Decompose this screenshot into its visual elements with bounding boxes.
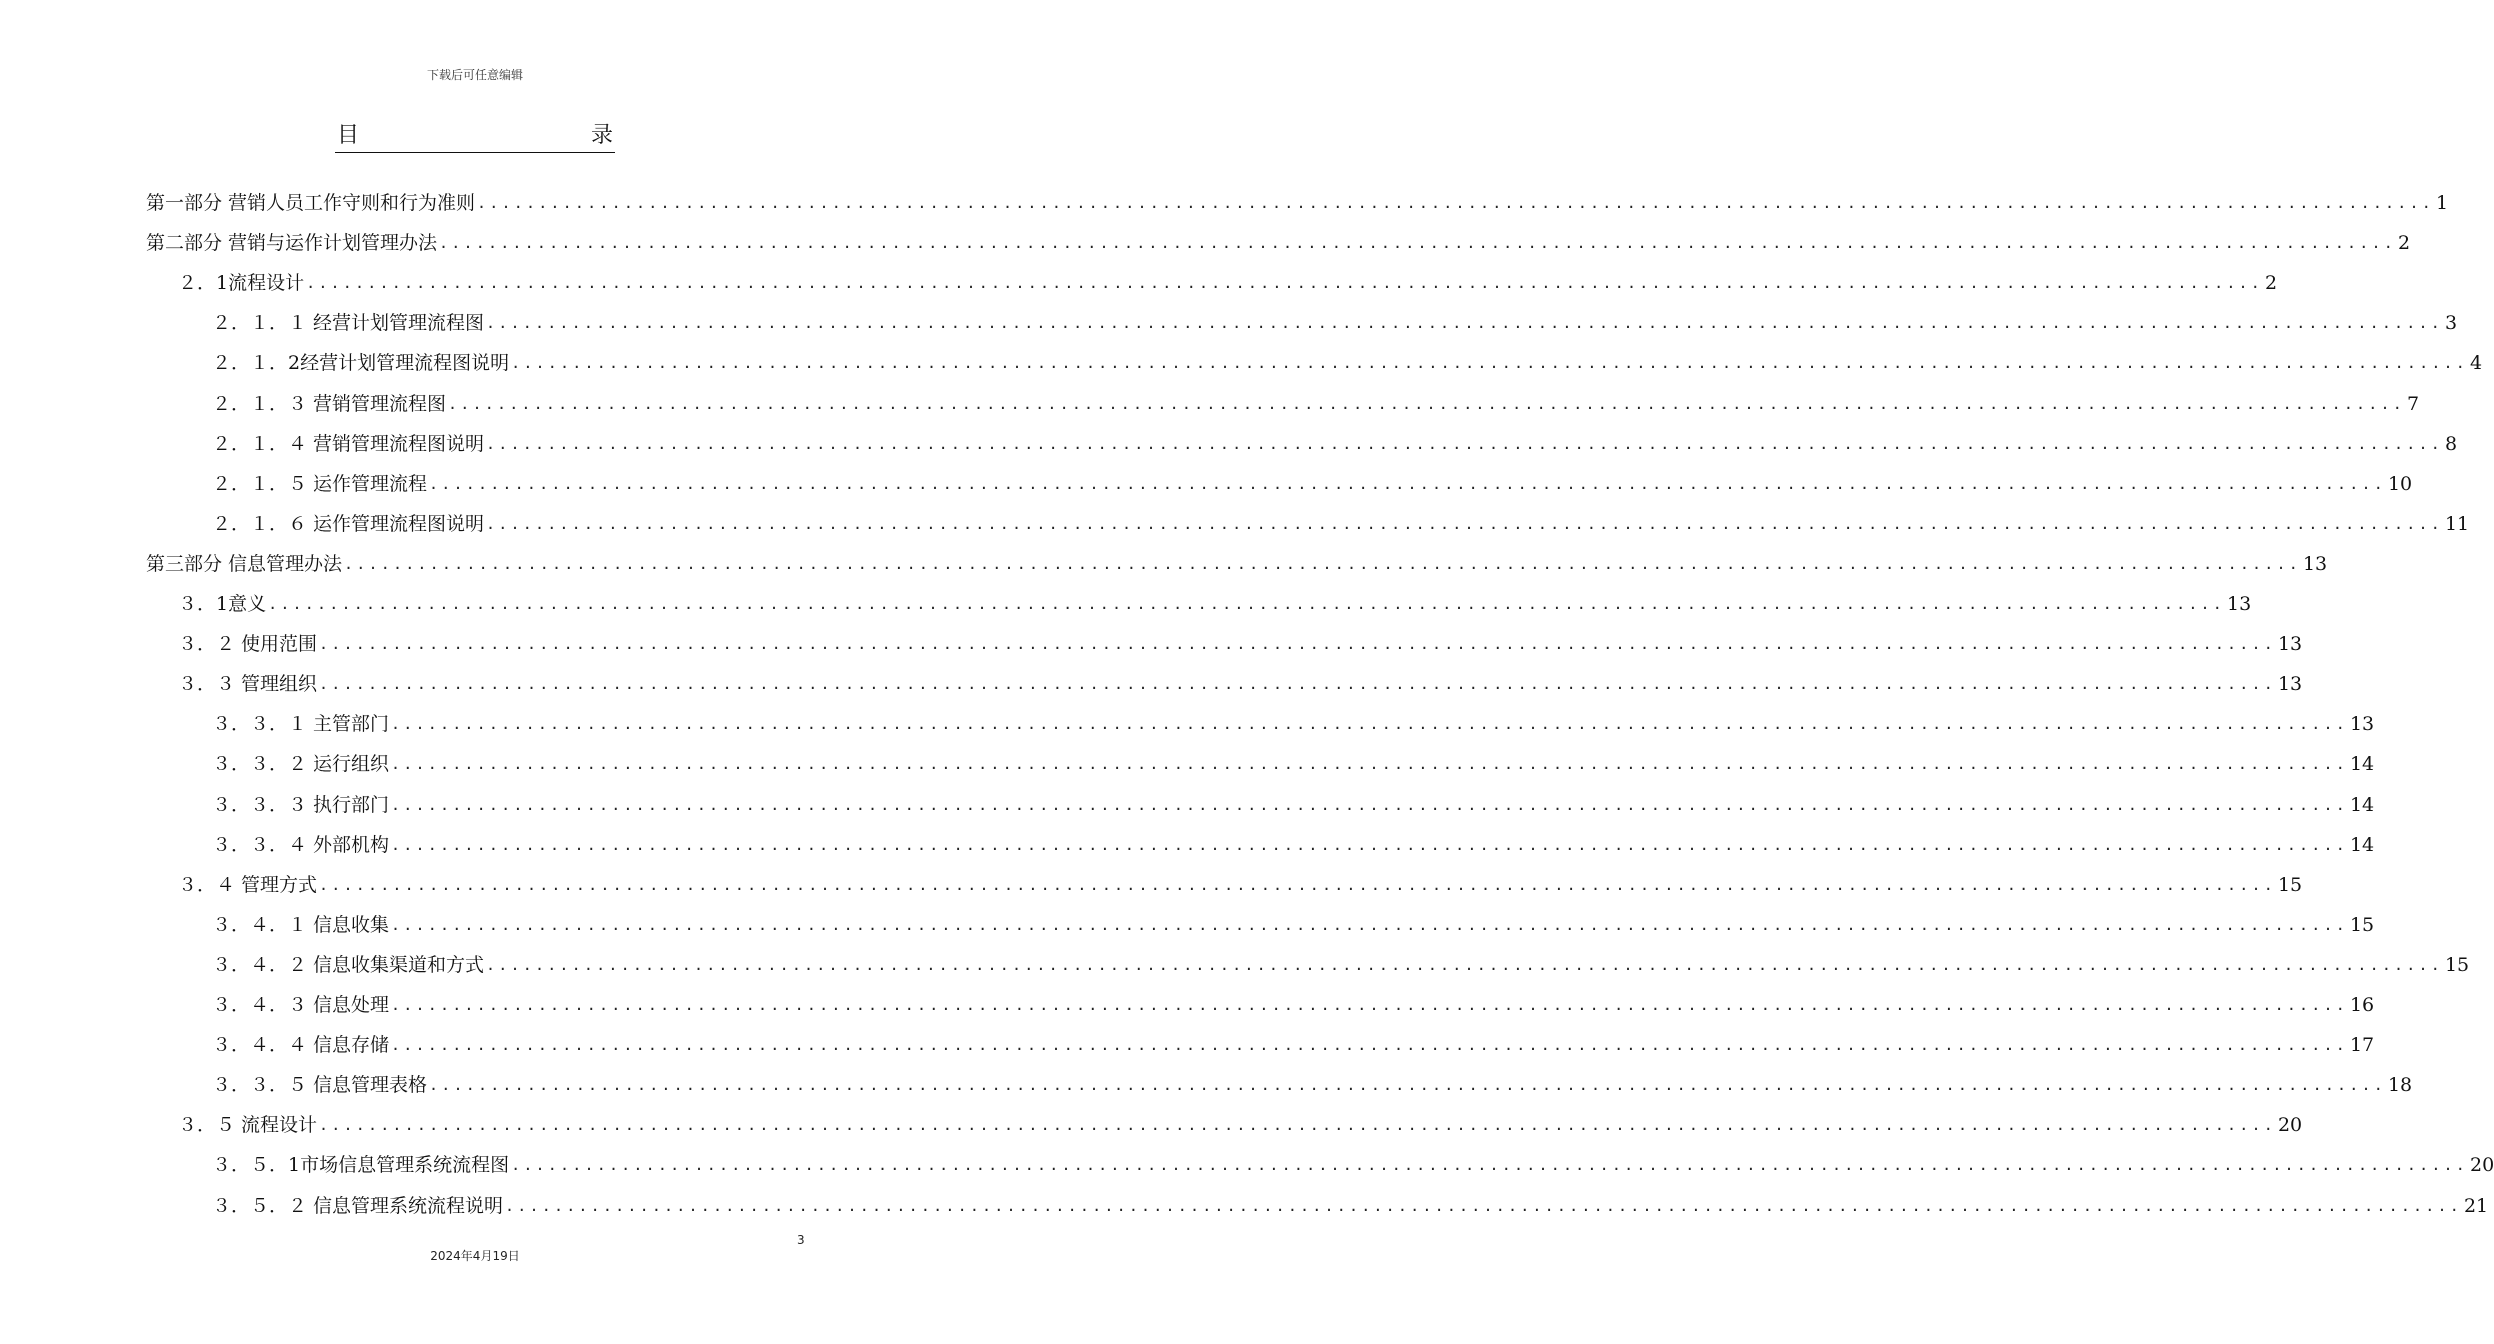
- toc-entry-label: ２．１．４ 营销管理流程图说明: [212, 433, 485, 455]
- toc-entry-page: 10: [2387, 473, 2413, 495]
- toc-entry[interactable]: [178, 263, 2278, 303]
- toc-entry-page: 15: [2444, 954, 2470, 976]
- toc-entry-label: ３．５．２ 信息管理系统流程说明: [212, 1195, 504, 1217]
- toc-entry-page: 14: [2349, 753, 2375, 775]
- toc-entry-label: ２．１．2经营计划管理流程图说明: [212, 352, 510, 374]
- toc-dot-leader: ................................................................................................................................................................: [268, 595, 2226, 613]
- toc-dot-leader: ................................................................................................................................................................: [448, 395, 2405, 413]
- toc-entry-label: ３．３．２ 运行组织: [212, 753, 390, 775]
- toc-entry-label: ３．３．１ 主管部门: [212, 713, 390, 735]
- toc-entry[interactable]: [146, 183, 2449, 223]
- toc-entry-label: ３．４．１ 信息收集: [212, 914, 390, 936]
- toc-entry-page: 1: [2435, 192, 2449, 214]
- toc-entry-page: 13: [2277, 633, 2303, 655]
- toc-entry[interactable]: [212, 945, 2470, 985]
- toc-title-left: 目: [337, 123, 360, 148]
- toc-entry[interactable]: [212, 985, 2375, 1025]
- toc-dot-leader: ................................................................................................................................................................: [477, 194, 2434, 212]
- toc-entry-page: 13: [2349, 713, 2375, 735]
- toc-entry[interactable]: [146, 544, 2328, 584]
- toc-entry-label: ３．３．４ 外部机构: [212, 834, 390, 856]
- toc-dot-leader: ................................................................................................................................................................: [319, 635, 2276, 653]
- toc-entry-label: ２．１．１ 经营计划管理流程图: [212, 312, 485, 334]
- toc-entry-label: ３．４ 管理方式: [178, 874, 318, 896]
- toc-dot-leader: ................................................................................................................................................................: [391, 755, 2348, 773]
- toc-entry[interactable]: [212, 1065, 2413, 1105]
- toc-entry-label: ２．１．３ 营销管理流程图: [212, 393, 447, 415]
- toc-entry-label: ３．２ 使用范围: [178, 633, 318, 655]
- toc-dot-leader: ................................................................................................................................................................: [429, 1076, 2386, 1094]
- toc-entry[interactable]: [212, 504, 2470, 544]
- toc-dot-leader: ................................................................................................................................................................: [391, 796, 2348, 814]
- toc-entry[interactable]: [212, 1145, 2494, 1185]
- toc-dot-leader: ................................................................................................................................................................: [319, 1116, 2276, 1134]
- toc-entry-page: 17: [2349, 1034, 2375, 1056]
- toc-entry-page: 13: [2302, 553, 2328, 575]
- toc-entry-label: ３．３．３ 执行部门: [212, 794, 390, 816]
- toc-entry-page: 18: [2387, 1074, 2413, 1096]
- toc-entry-label: ３．４．４ 信息存储: [212, 1034, 390, 1056]
- toc-entry-label: 第三部分 信息管理办法: [146, 553, 343, 575]
- toc-dot-leader: ................................................................................................................................................................: [306, 274, 2264, 292]
- toc-entry[interactable]: [212, 384, 2420, 424]
- toc-entry-label: ３．５ 流程设计: [178, 1114, 318, 1136]
- toc-entry[interactable]: [212, 1025, 2375, 1065]
- toc-dot-leader: ................................................................................................................................................................: [511, 1156, 2469, 1174]
- toc-entry-page: 20: [2470, 1154, 2494, 1176]
- toc-entry-page: 11: [2444, 513, 2470, 535]
- toc-dot-leader: ................................................................................................................................................................: [319, 675, 2276, 693]
- toc-entry[interactable]: [178, 664, 2303, 704]
- toc-entry[interactable]: [212, 1186, 2489, 1226]
- toc-entry-page: 8: [2444, 433, 2458, 455]
- toc-dot-leader: ................................................................................................................................................................: [344, 555, 2301, 573]
- toc-entry-page: 3: [2444, 312, 2458, 334]
- toc-entry-page: 2: [2397, 232, 2411, 254]
- page-number: 3: [797, 1233, 805, 1247]
- header-note: 下载后可任意编辑: [426, 68, 523, 82]
- toc-dot-leader: ................................................................................................................................................................: [319, 876, 2276, 894]
- toc-entry-label: ３．５．1市场信息管理系统流程图: [212, 1154, 510, 1176]
- toc-dot-leader: ................................................................................................................................................................: [486, 956, 2443, 974]
- toc-entry-label: ３．４．３ 信息处理: [212, 994, 390, 1016]
- toc-entry-page: 15: [2277, 874, 2303, 896]
- toc-entry-page: 7: [2406, 393, 2420, 415]
- toc-entry[interactable]: [146, 223, 2411, 263]
- toc-entry[interactable]: [178, 1105, 2303, 1145]
- toc-entry-page: 14: [2349, 834, 2375, 856]
- toc-entry-label: 第一部分 营销人员工作守则和行为准则: [146, 192, 476, 214]
- toc-dot-leader: ................................................................................................................................................................: [486, 435, 2443, 453]
- toc-entry-label: ２．1流程设计: [178, 272, 305, 294]
- toc-dot-leader: ................................................................................................................................................................: [439, 234, 2396, 252]
- toc-entry-page: 14: [2349, 794, 2375, 816]
- toc-dot-leader: ................................................................................................................................................................: [391, 916, 2348, 934]
- toc-entry-page: 20: [2277, 1114, 2303, 1136]
- toc-entry-page: 13: [2277, 673, 2303, 695]
- toc-entry[interactable]: [212, 464, 2413, 504]
- toc-entry[interactable]: [178, 624, 2303, 664]
- toc-dot-leader: ................................................................................................................................................................: [511, 354, 2469, 372]
- toc-entry[interactable]: [212, 704, 2375, 744]
- toc-entry[interactable]: [212, 905, 2375, 945]
- toc-entry[interactable]: [212, 744, 2375, 784]
- toc-entry[interactable]: [212, 303, 2458, 343]
- toc-entry-label: 第二部分 营销与运作计划管理办法: [146, 232, 438, 254]
- toc-title: [335, 122, 615, 153]
- toc-entry-page: 4: [2470, 352, 2483, 374]
- toc-entry-label: ３．４．２ 信息收集渠道和方式: [212, 954, 485, 976]
- toc-entry-page: 21: [2463, 1195, 2489, 1217]
- toc-dot-leader: ................................................................................................................................................................: [429, 475, 2386, 493]
- toc-dot-leader: ................................................................................................................................................................: [391, 715, 2348, 733]
- toc-dot-leader: ................................................................................................................................................................: [486, 314, 2443, 332]
- toc-dot-leader: ................................................................................................................................................................: [391, 836, 2348, 854]
- toc-dot-leader: ................................................................................................................................................................: [391, 1036, 2348, 1054]
- toc-dot-leader: ................................................................................................................................................................: [391, 996, 2348, 1014]
- toc-entry-page: 15: [2349, 914, 2375, 936]
- toc-entry[interactable]: [178, 865, 2303, 905]
- toc-entry[interactable]: [212, 424, 2458, 464]
- toc-entry-label: ３．３．５ 信息管理表格: [212, 1074, 428, 1096]
- toc-entry-page: 13: [2227, 593, 2252, 615]
- toc-entry-label: ３．1意义: [178, 593, 267, 615]
- toc-entry-label: ２．１．６ 运作管理流程图说明: [212, 513, 485, 535]
- toc-entry-page: 16: [2349, 994, 2375, 1016]
- toc-entry-label: ２．１．５ 运作管理流程: [212, 473, 428, 495]
- toc-dot-leader: ................................................................................................................................................................: [505, 1197, 2462, 1215]
- toc-dot-leader: ................................................................................................................................................................: [486, 515, 2443, 533]
- toc-entry[interactable]: [212, 825, 2375, 865]
- toc-entry[interactable]: [212, 343, 2483, 383]
- toc-entry[interactable]: [212, 785, 2375, 825]
- toc-entry-page: 2: [2265, 272, 2278, 294]
- toc-entry[interactable]: [178, 584, 2252, 624]
- footer-date: 2024年4月19日: [430, 1249, 520, 1263]
- toc-entry-label: ３．３ 管理组织: [178, 673, 318, 695]
- toc-title-right: 录: [590, 123, 613, 148]
